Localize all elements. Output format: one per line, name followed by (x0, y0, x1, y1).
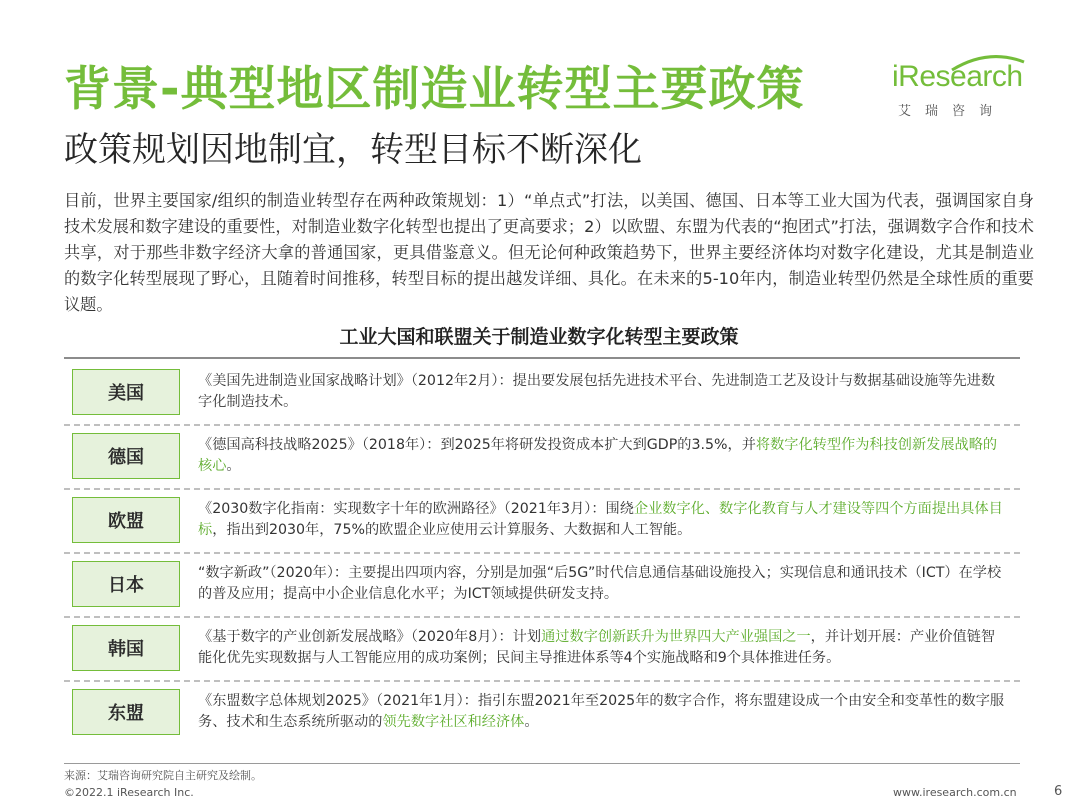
policy-text: 《德国高科技战略2025》（2018年）：到2025年将研发投资成本扩大到GDP的3.5%，并 (198, 437, 756, 453)
policy-row-korea (64, 618, 1020, 682)
logo-chinese-name: 艾瑞咨询 (898, 104, 1007, 119)
website-link[interactable]: www.iresearch.com.cn (893, 786, 1017, 799)
policy-highlight: 将数字化转型作为科技创新发展战略的核心 (198, 437, 998, 474)
table-title: 工业大国和联盟关于制造业数字化转型主要政策 (339, 326, 739, 348)
policy-text-tail: 。 (226, 458, 241, 474)
policy-row-asean (64, 682, 1020, 746)
policy-description (198, 627, 1008, 669)
policy-description (198, 499, 1008, 541)
policy-text: “数字新政”（2020年）：主要提出四项内容，分别是加强“后5G”时代信息通信基础设施投入；实现信息和通讯技术（ICT）在学校的普及应用；提高中小企业信息化水平；为ICT领域提供研发支持。 (198, 565, 1002, 602)
policy-highlight: 领先数字社区和经济体 (382, 714, 525, 730)
policy-text-tail: ，指出到2030年，75%的欧盟企业应使用云计算服务、大数据和人工智能。 (212, 522, 692, 538)
country-label: 欧盟 (72, 497, 180, 543)
policy-description (198, 435, 1008, 477)
policy-row-eu (64, 490, 1020, 554)
policy-text: 《东盟数字总体规划2025》（2021年1月）：指引东盟2021年至2025年的数字合作，将东盟建设成一个由安全和变革性的数字服务、技术和生态系统所驱动的 (198, 693, 1005, 730)
country-label: 韩国 (72, 625, 180, 671)
page-number: 6 (1054, 784, 1063, 799)
policy-description (198, 691, 1008, 733)
policy-row-usa (64, 362, 1020, 426)
footer-rule (64, 763, 1020, 764)
policy-table (64, 362, 1020, 746)
country-label: 德国 (72, 433, 180, 479)
policy-description (198, 563, 1008, 605)
policy-description (198, 371, 1008, 413)
country-label: 日本 (72, 561, 180, 607)
country-label: 东盟 (72, 689, 180, 735)
intro-paragraph: 目前，世界主要国家/组织的制造业转型存在两种政策规划：1）“单点式”打法，以美国、德国、日本等工业大国为代表，强调国家自身技术发展和数字建设的重要性，对制造业数字化转型也提出了更高要求；2）以欧盟、东盟为代表的“抱团式”打法，强调数字合作和技术共享，对于那些非数字经济大拿的普通国家，更具借鉴意义。但无论何种政策趋势下，世界主要经济体均对数字化建设，尤其是制造业的数字化转型展现了野心，且随着时间推移，转型目标的提出越发详细、具化。在未来的5-10年内，制造业转型仍然是全球性质的重要议题。 (64, 191, 1034, 314)
iresearch-logo (892, 56, 1022, 126)
page-subtitle: 政策规划因地制宜，转型目标不断深化 (64, 130, 642, 170)
logo-wordmark: iResearch (892, 60, 1023, 93)
policy-text-tail: ，并计划开展：产业价值链智能化优先实现数据与人工智能应用的成功案例；民间主导推进体系等4个实施战略和9个具体推进任务。 (198, 629, 996, 666)
policy-text: 《美国先进制造业国家战略计划》（2012年2月）：提出要发展包括先进技术平台、先进制造工艺及设计与数据基础设施等先进数字化制造技术。 (198, 373, 996, 410)
page-title: 背景-典型地区制造业转型主要政策 (64, 62, 805, 117)
policy-row-germany (64, 426, 1020, 490)
country-label: 美国 (72, 369, 180, 415)
policy-row-japan (64, 554, 1020, 618)
policy-text: 《2030数字化指南：实现数字十年的欧洲路径》（2021年3月）：围绕 (198, 501, 634, 517)
policy-text-tail: 。 (524, 714, 539, 730)
policy-text: 《基于数字的产业创新发展战略》（2020年8月）：计划 (198, 629, 542, 645)
table-top-rule (64, 357, 1020, 359)
policy-highlight: 企业数字化、数字化教育与人才建设等四个方面提出具体目标 (198, 501, 1003, 538)
policy-highlight: 通过数字创新跃升为世界四大产业强国之一 (541, 629, 811, 645)
source-note: 来源：艾瑞咨询研究院自主研究及绘制。 (64, 769, 262, 782)
copyright: ©2022.1 iResearch Inc. (64, 786, 194, 799)
